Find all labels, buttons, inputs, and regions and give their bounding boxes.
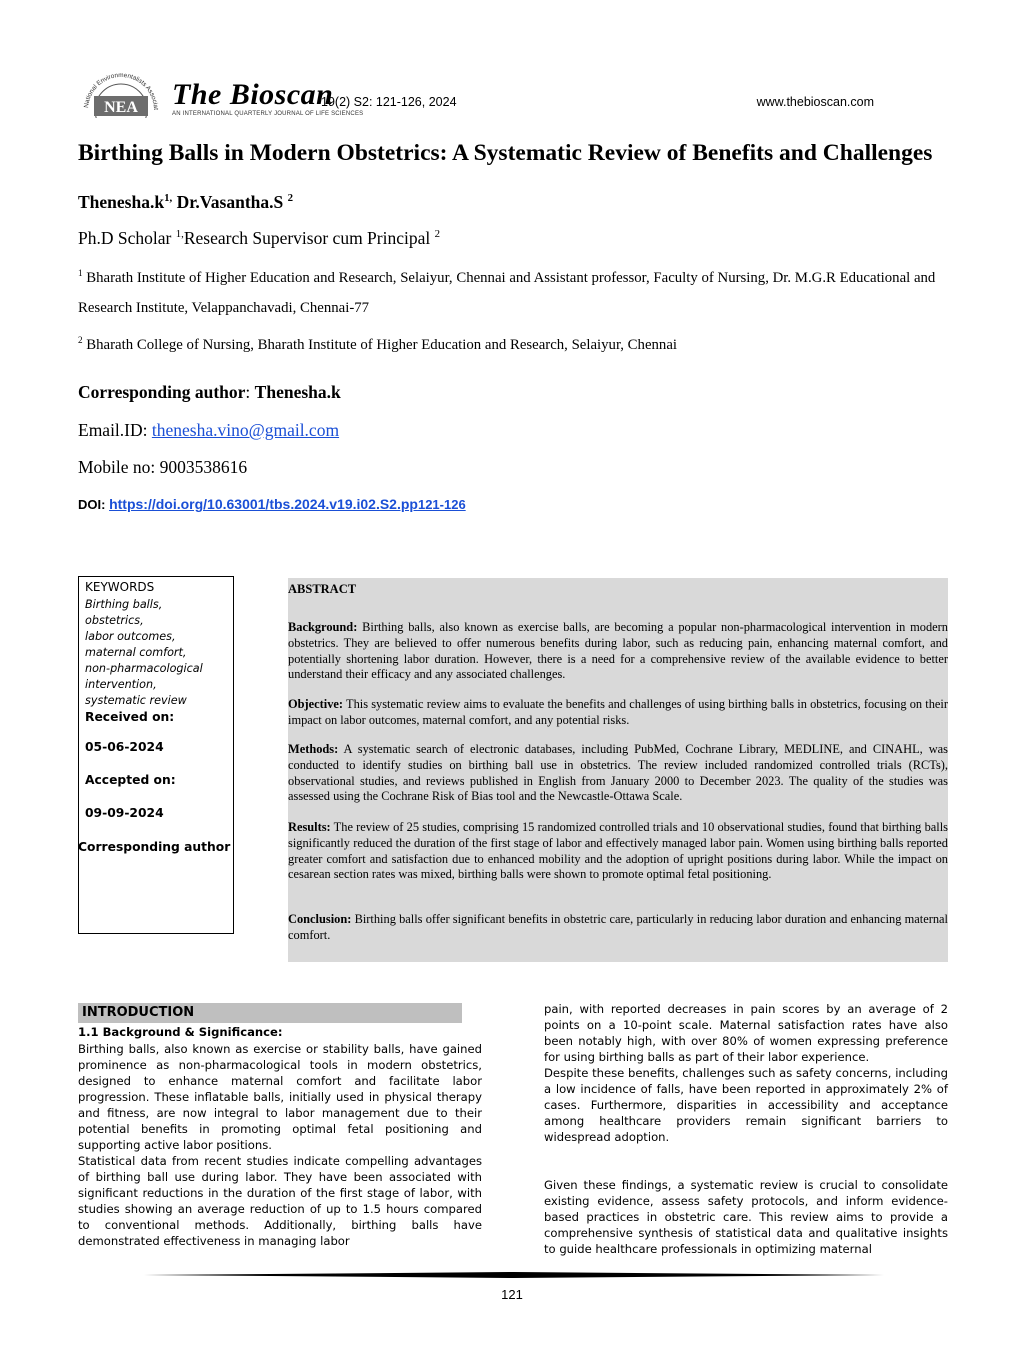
results-text: The review of 25 studies, comprising 15 randomized controlled trials and 10 observational studies, found that birthing balls significantly reduced the duration of the first stage of labor and effectively managed labor pain. Women using birthing balls reported greater comfort and satisfaction due to enhanced mobility and the adoption of upright positions during labor. While the impact on cesarean section rates was mixed, birthing balls were shown to promote optimal fetal positioning.	[288, 820, 948, 882]
role-1: Ph.D Scholar	[78, 228, 172, 248]
author-1-name: Thenesha.k	[78, 192, 165, 212]
methods-label: Methods:	[288, 742, 339, 756]
keyword-item: Birthing balls,	[85, 598, 163, 611]
intro-right-column	[544, 1001, 948, 1257]
conclusion-label: Conclusion:	[288, 912, 352, 926]
author-2-sup: 2	[287, 192, 294, 205]
abstract-objective	[288, 697, 948, 729]
seal-initials: NEA	[104, 99, 138, 116]
authors-line	[78, 192, 293, 213]
abstract-heading: ABSTRACT	[288, 582, 357, 596]
keywords-box	[78, 576, 234, 934]
issue-info: 19(2) S2: 121-126, 2024	[321, 95, 457, 109]
author-roles	[78, 228, 440, 249]
introduction-heading-bar	[78, 1003, 462, 1023]
background-subheading: 1.1 Background & Significance:	[78, 1025, 283, 1039]
intro-paragraph: Statistical data from recent studies indicate compelling advantages of birthing ball use during labor. They have been associated with significant reductions in the duration of the first stage of labor, with studies showing an average reduction of up to 1.5 hours compared to conventional methods. Additionally, birthing balls have demonstrated effectiveness in managing labor	[78, 1154, 482, 1248]
keyword-item: maternal comfort,	[85, 646, 187, 659]
abstract-methods	[288, 742, 948, 805]
received-date: 05-06-2024	[85, 740, 164, 754]
intro-paragraph: Given these findings, a systematic review is crucial to consolidate existing evidence, assess safety protocols, and inform evidence-based practices in obstetric care. This review aims to provide a comprehensive synthesis of statistical data and qualitative insights to guide healthcare professionals in optimizing maternal	[544, 1178, 948, 1256]
keywords-list	[85, 597, 203, 709]
doi-link[interactable]: https://doi.org/10.63001/tbs.2024.v19.i02.S2.pp	[109, 496, 418, 512]
keyword-item: non-pharmacological	[85, 662, 203, 675]
affiliation-2	[78, 337, 958, 354]
abstract-conclusion	[288, 912, 948, 944]
paper-title: Birthing Balls in Modern Obstetrics: A Systematic Review of Benefits and Challenges	[78, 140, 933, 166]
role-2-sup: 2	[434, 228, 441, 241]
journal-logo-name: The Bioscan	[172, 78, 334, 111]
author-1-sup: 1,	[164, 192, 173, 205]
keyword-item: systematic review	[85, 694, 187, 707]
seal-arc-text: National Environmentalists Associat	[83, 71, 160, 111]
background-text: Birthing balls, also known as exercise balls, are becoming a popular non-pharmacological intervention in modern obstetrics. They are believed to offer numerous benefits during labor, such as reducing pain, enhancing maternal comfort, and potentially shortening labor duration. However, there is a need for a comprehensive review of the available evidence to better understand their efficacy and any associated challenges.	[288, 620, 948, 682]
affiliation-2-text: Bharath College of Nursing, Bharath Institute of Higher Education and Research, Selaiyur, Chennai	[86, 337, 677, 353]
email-line	[78, 420, 339, 441]
affiliation-1	[78, 263, 958, 323]
doi-label: DOI:	[78, 497, 110, 512]
results-label: Results:	[288, 820, 331, 834]
affiliation-1-num: 1	[78, 268, 83, 279]
keywords-heading: KEYWORDS	[85, 580, 155, 594]
corresponding-sep: :	[245, 382, 255, 402]
role-2: Research Supervisor cum Principal	[183, 228, 431, 248]
affiliation-2-num: 2	[78, 335, 83, 346]
keyword-item: labor outcomes,	[85, 630, 176, 643]
journal-seal-logo	[80, 70, 162, 118]
abstract-box	[288, 578, 948, 962]
journal-website[interactable]: www.thebioscan.com	[756, 95, 874, 109]
corresponding-author-line	[78, 382, 341, 403]
accepted-date: 09-09-2024	[85, 806, 164, 820]
affiliation-1-text: Bharath Institute of Higher Education and Research, Selaiyur, Chennai and Assistant professor, Faculty of Nursing, Dr. M.G.R Educational and Research Institute, Velappanchavadi, Chennai-77	[78, 270, 936, 316]
keyword-item: intervention,	[85, 678, 157, 691]
doi-line	[78, 496, 466, 512]
journal-tagline: AN INTERNATIONAL QUARTERLY JOURNAL OF LIFE SCIENCES	[172, 111, 364, 117]
intro-paragraph: Despite these benefits, challenges such as safety concerns, including a low incidence of falls, have been reported in approximately 2% of cases. Furthermore, disparities in accessibility and acceptance among healthcare providers remain significant barriers to widespread adoption.	[544, 1066, 948, 1144]
objective-text: This systematic review aims to evaluate the benefits and challenges of using birthing balls in obstetrics, focusing on their impact on labor outcomes, maternal comfort, and any potential risks.	[288, 697, 948, 727]
intro-paragraph: Birthing balls, also known as exercise or stability balls, have gained prominence as non-pharmacological tools in modern obstetrics, designed to enhance maternal comfort and facilitate labor progression. These inflatable balls, initially used in physical therapy and fitness, are now integral to labor management due to their potential benefits in promoting optimal fetal positioning and supporting active labor positions.	[78, 1042, 482, 1152]
corresponding-label: Corresponding author	[78, 382, 246, 402]
conclusion-text: Birthing balls offer significant benefits in obstetric care, particularly in reducing labor duration and enhancing maternal comfort.	[288, 912, 948, 942]
accepted-label: Accepted on:	[85, 773, 176, 787]
keywords-corresponding-label: Corresponding author	[78, 840, 231, 854]
page-number: 121	[501, 1287, 523, 1302]
objective-label: Objective:	[288, 697, 344, 711]
intro-paragraph: pain, with reported decreases in pain scores by an average of 2 points on a 10-point scale. Maternal satisfaction rates have also been notably high, with over 80% of women expressing preference for using birthing balls as part of their labor experience.	[544, 1002, 948, 1064]
corresponding-name: Thenesha.k	[254, 382, 341, 402]
doi-pages[interactable]: 121-126	[417, 497, 466, 512]
email-label: Email.ID:	[78, 420, 152, 440]
role-1-sup: 1,	[175, 228, 184, 241]
email-link[interactable]: thenesha.vino@gmail.com	[151, 420, 340, 440]
abstract-background	[288, 620, 948, 683]
abstract-results	[288, 820, 948, 883]
keyword-item: obstetrics,	[85, 614, 144, 627]
introduction-heading: INTRODUCTION	[82, 1005, 195, 1020]
background-label: Background:	[288, 620, 358, 634]
author-2-name: Dr.Vasantha.S	[172, 192, 284, 212]
intro-left-column	[78, 1041, 482, 1249]
methods-text: A systematic search of electronic databases, including PubMed, Cochrane Library, MEDLINE, and CINAHL, was conducted to identify studies on birthing ball use in obstetrics. The review included randomized controlled trials (RCTs), observational studies, and reviews published in English from January 2000 to December 2023. The quality of the studies was assessed using the Cochrane Risk of Bias tool and the Newcastle-Ottawa Scale.	[288, 742, 948, 804]
footer-divider	[144, 1272, 884, 1278]
mobile-line: Mobile no: 9003538616	[78, 457, 248, 477]
received-label: Received on:	[85, 710, 175, 724]
